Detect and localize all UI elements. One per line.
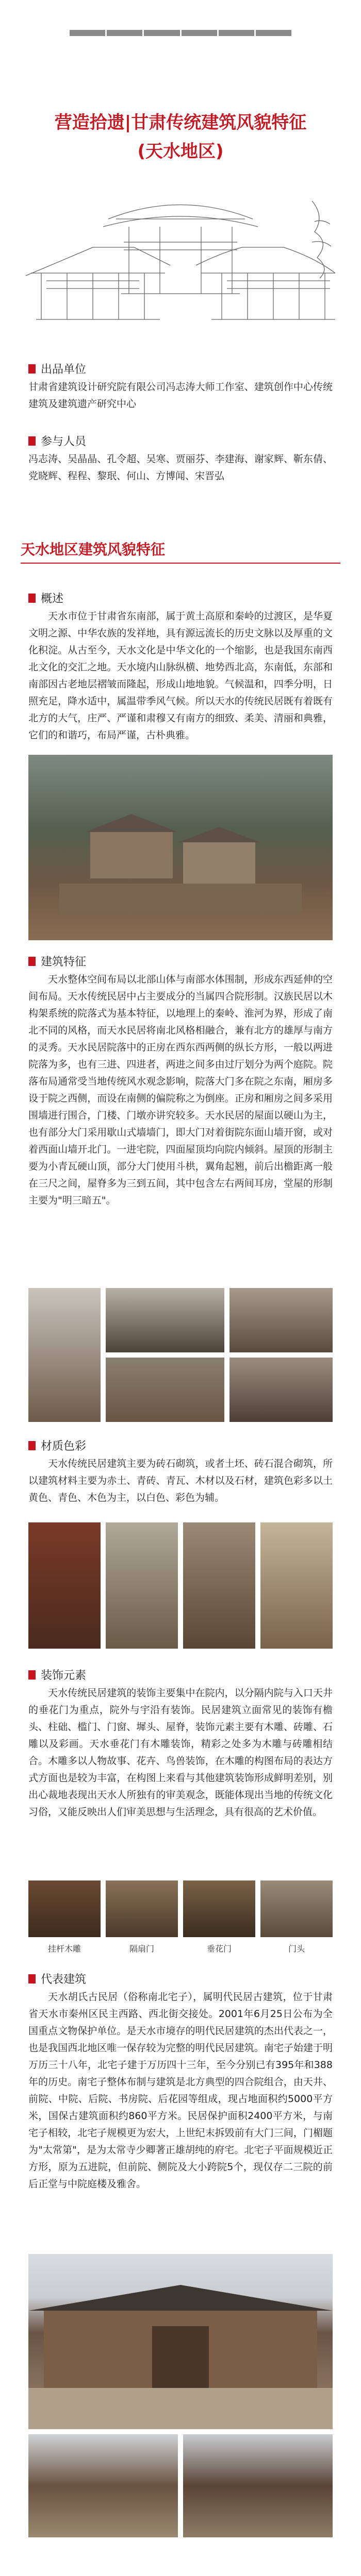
architecture-photo-3: [229, 1288, 333, 1352]
section-marker: [28, 594, 36, 603]
top-bar-segment: [182, 30, 217, 36]
representative-heading-text: 代表建筑: [41, 1973, 87, 1986]
decoration-photo-1: [28, 1880, 101, 1937]
top-bar-segment: [107, 30, 142, 36]
decoration-caption-3: 垂花门: [206, 1944, 232, 1954]
decoration-caption-4: 门头: [288, 1944, 305, 1954]
decoration-heading: [28, 1667, 86, 1683]
overview-text: 天水市位于甘肃省东南部，属于黄土高原和秦岭的过渡区，是华夏文明之源、中华农族的发祥地，具有源远流长的历史文脉以及厚重的文化积淀。从古至今，天水文化是中华文化的一个缩影，也是我国东南西北文化的交汇之地。天水境内山脉纵横、地势西北高，东南低，东部和南部因古老地层褶皱而隆起，形成山地地貌。气候温和，四季分明，日照充足，降水适中，属温带季风气候。所以天水的传统民居既有着既有北方的大气，庄严、严谨和肃穆又有南方的细致、柔美、清丽和典雅，它们的和谐巧，布局严谨，古朴典雅。: [28, 611, 333, 741]
overview-aerial-photo: [28, 755, 333, 940]
representative-text: 天水胡氏古民居（俗称南北宅子），属明代民居古建筑，位于甘肃省天水市秦州区民主西路、西北街交接处。2001年6月25日公布为全国重点文物保护单位。是天水市境存的明代民居建筑的杰出代表之一，也是我国西北地区唯一保存较为完整的明代民居建筑。南宅子始建于明万历三十八年，北宅子建于万历四十三年，至今分别已有395年和388年的历史。南宅子整体布制与建筑是北方典型的四合院组合，由天井、前院、中院、后院、书房院、后花园等组成，现占地面积约5000平方米，国保古建筑面积约860平方米。民居保护面积2400平方米，与南宅子相较，北宅子规模更为宏大，上世纪末拆毁前有大门三间，门楣题为"太常第"，是为太常寺少卿著正雄胡纯的府宅。北宅子平面规模近正方形，原为五进院，但前院、侧院及大小跨院5个，现仅存二三院的前后正堂与中院庭楼及雅舍。: [28, 1991, 333, 2190]
top-decorative-bars: [70, 30, 291, 36]
representative-photo-2: [28, 2434, 178, 2537]
courtyard-illustration: [28, 2254, 333, 2429]
overview-heading: [28, 590, 63, 606]
section-marker: [28, 1670, 36, 1680]
materials-photo-1: [28, 1522, 101, 1649]
architecture-text: 天水整体空间布局以北部山体与南部水体围制，形成东西延伸的空间布局。天水传统民居中占主要成分的当属四合院形制。汉族民居以木构架系统的院落式为基本特征，以地理上的秦岭、淮河为界，形成了南北不同的风格，而天水民居将南北风格相融合，兼有北方的雄厚与南方的灵秀。天水民居院落中的正房在西东西两侧的纵长方形，一般以两进院落为多，也有三进、四进者，两进之间多由过厅划分为两个庭院。院落布局通常受当地传统风水观念影响，院落大门多在院之东南，厢房多设于院之西侧，而设在南侧的偏院称之为倒座。正房和厢房之间多采用围墙进行围合，门楼、门墩亦讲究较多。天水民居的屋面以硬山为主，也有部分大门采用歇山式墙墙门，即大门对着街院东面山墙开窗，或对着西面山墙开北门。一进宅院，四面屋顶均向院内倾斜。屋顶的形制主要为小青瓦硬山顶，部分大门使用斗栱，翼角起翘，前后出檐距离一般在三尺之间，屋脊多为三到五间，其中包含左右两间耳房，堂屋的形制主要为"明三暗五"。: [28, 974, 333, 1206]
materials-text: 天水传统民居建筑主要为砖石砌筑，或者土坯、砖石混合砌筑，所以建筑材料主要为赤土、青砖、青瓦、木材以及石材，建筑色彩多以土黄色、青色、木色为主，以白色、彩色为辅。: [28, 1458, 333, 1503]
architecture-heading: [28, 953, 86, 969]
materials-photo-2: [106, 1522, 178, 1649]
decoration-caption-1: 挂杆木雕: [47, 1944, 81, 1954]
decoration-photo-3: [183, 1880, 255, 1937]
producer-text: 甘肃省建筑设计研究院有限公司冯志涛大师工作室、建筑创作中心传统建筑及建筑遗产研究中心: [28, 381, 333, 410]
architecture-photo-1: [28, 1288, 101, 1422]
architecture-photo-2: [106, 1288, 224, 1352]
participants-heading: [28, 433, 86, 449]
band-divider: [21, 563, 340, 564]
representative-courtyard-photo: [28, 2254, 333, 2429]
decoration-photo-4: [260, 1880, 333, 1937]
section-marker: [28, 364, 36, 374]
title-line-1: 营造拾遗|甘肃传统建筑风貌特征: [54, 112, 307, 133]
representative-heading: [28, 1971, 86, 1987]
participants-text: 冯志涛、吴晶晶、孔令超、吴寒、贾丽芬、李建海、谢家辉、靳东倩、党晓辉、程程、黎珉、何山、方博闻、宋晋弘: [28, 453, 333, 482]
materials-heading-text: 材质色彩: [41, 1440, 87, 1453]
producer-heading: [28, 361, 86, 377]
materials-heading: [28, 1437, 86, 1453]
section-marker: [28, 1441, 36, 1450]
architecture-heading-text: 建筑特征: [41, 956, 87, 969]
section-marker: [28, 957, 36, 966]
aerial-photo-illustration: [28, 755, 333, 940]
top-bar-segment: [219, 30, 254, 36]
decoration-heading-text: 装饰元素: [41, 1669, 87, 1682]
top-bar-segment: [256, 30, 291, 36]
title-line-2: (天水地区): [137, 141, 224, 162]
materials-photo-4: [260, 1522, 333, 1649]
decoration-text: 天水传统民居建筑的装饰主要集中在院内，以分隔内院与入口天井的垂花门为重点，院外与宇沿有装饰。民居建筑立面常见的装饰有檐头、柱础、槛门、门窗、墀头、屋脊，装饰元素主要有木雕、砖雕、石雕以及彩画。天水垂花门有木雕装饰，精彩之处多为木雕与砖雕相结合。木雕多以人物故事、花卉、鸟兽装饰，在木雕的构图布局的表达方式方面也是较为丰富，在构图上来看与其他建筑装饰形成鲜明差别，别出心裁地表现出天水人所独有的审美观念，既能体现出当地的传统文化习俗，又能反映出人们审美思想与生活理念，具有很高的艺术价值。: [28, 1687, 333, 1818]
producer-heading-text: 出品单位: [41, 363, 87, 376]
section-marker: [28, 436, 36, 446]
top-bar-segment: [144, 30, 179, 36]
participants-heading-text: 参与人员: [41, 435, 87, 448]
page-title: [0, 108, 361, 166]
representative-photo-3: [183, 2434, 333, 2537]
architecture-photo-4: [106, 1358, 224, 1422]
band-title: 天水地区建筑风貌特征: [21, 541, 166, 558]
section-marker: [28, 1974, 36, 1984]
top-bar-segment: [70, 30, 105, 36]
hero-building-illustration: [26, 170, 335, 345]
overview-heading-text: 概述: [41, 592, 64, 605]
decoration-caption-2: 隔扇门: [129, 1944, 154, 1954]
decoration-photo-2: [106, 1880, 178, 1937]
materials-photo-3: [183, 1522, 255, 1649]
architecture-photo-5: [229, 1358, 333, 1422]
